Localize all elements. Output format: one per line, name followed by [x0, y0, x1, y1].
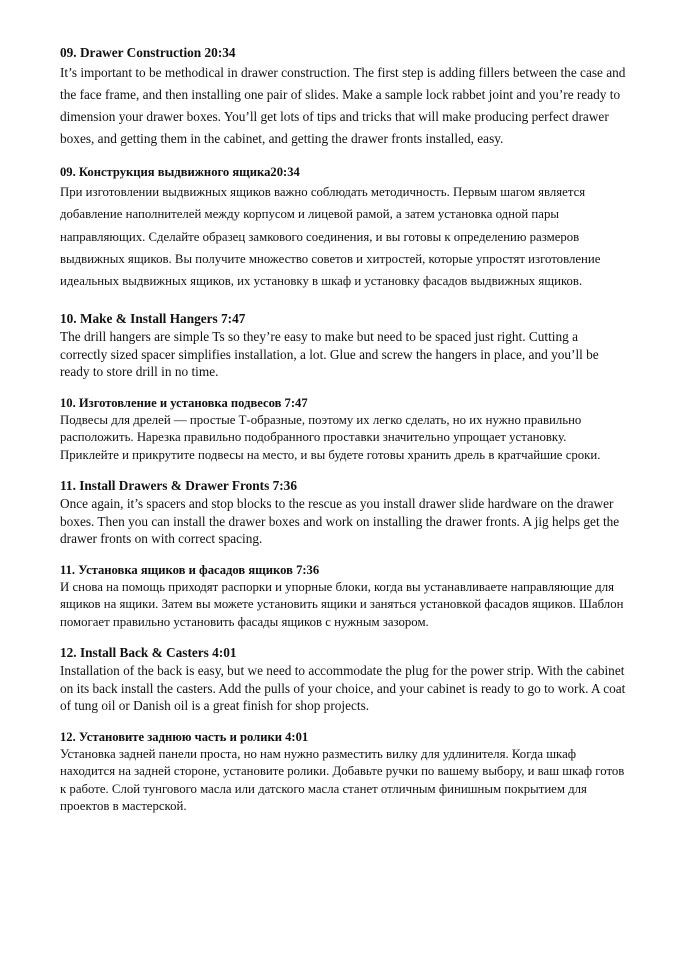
section-body: The drill hangers are simple Ts so they’re easy to make but need to be spaced just right. Cutting a correctly sized spacer simplifies installation, a lot. Glue and screw the hangers in place, and you’ll be ready to store drill in no time. — [60, 329, 599, 380]
section-body: Once again, it’s spacers and stop blocks to the rescue as you install drawer slide hardware on the drawer boxes. Then you can install the drawer boxes and work on installing the drawer fronts. A jig helps get the drawer fronts on with correct spacing. — [60, 496, 620, 547]
document-page — [60, 44, 626, 816]
section-body: It’s important to be methodical in drawer construction. The first step is adding fillers between the case and the face frame, and then installing one pair of slides. Make a sample lock rabbet joint and you’re ready to dimension your drawer boxes. You’ll get lots of tips and tricks that will make producing perfect drawer boxes, and getting them in the cabinet, and getting the drawer fronts installed, easy. — [60, 65, 626, 146]
section-body: Подвесы для дрелей — простые Т-образные, поэтому их легко сделать, но их нужно правильно расположить. Нарезка правильно подобранного проставки значительно упрощает установку. Приклейте и прикрутите подвесы на место, и вы будете готовы хранить дрель в кратчайшие сроки. — [60, 412, 601, 462]
section-body: Installation of the back is easy, but we need to accommodate the plug for the power strip. With the cabinet on its back install the casters. Add the pulls of your choice, and your cabinet is ready to go to work. A coat of tung oil or Danish oil is a great finish for shop projects. — [60, 663, 626, 714]
section-title: 12. Установите заднюю часть и ролики 4:01 — [60, 729, 309, 744]
section-title: 12. Install Back & Casters 4:01 — [60, 645, 237, 661]
section-title: 09. Конструкция выдвижного ящика20:34 — [60, 165, 300, 179]
section-title: 10. Изготовление и установка подвесов 7:47 — [60, 395, 308, 410]
section-gap — [60, 715, 626, 728]
section-body: И снова на помощь приходят распорки и упорные блоки, когда вы устанавливаете направляющие для ящиков на ящики. Затем вы можете установить ящики и заняться установкой фасадов ящиков. Шаблон помогает правильно установить фасады ящиков с нужным зазором. — [60, 579, 624, 629]
section-body: При изготовлении выдвижных ящиков важно соблюдать методичность. Первым шагом является добавление наполнителей между корпусом и лицевой рамой, а затем установка одной пары направляющих. Сделайте образец замкового соединения, и вы готовы к определению размеров выдвижных ящиков. Вы получите множество советов и хитростей, которые упростят изготовление идеальных выдвижных ящиков, их установку в шкаф и установку фасадов выдвижных ящиков. — [60, 185, 601, 289]
section-title: 11. Install Drawers & Drawer Fronts 7:36 — [60, 478, 297, 494]
section-gap — [60, 381, 626, 394]
section-title: 11. Установка ящиков и фасадов ящиков 7:36 — [60, 562, 320, 577]
section-10-en — [60, 310, 626, 381]
section-gap — [60, 631, 626, 644]
section-gap — [60, 548, 626, 561]
section-title: 10. Make & Install Hangers 7:47 — [60, 311, 246, 327]
section-09-ru — [60, 163, 626, 292]
section-11-ru — [60, 561, 626, 632]
section-11-en — [60, 477, 626, 548]
section-12-en — [60, 644, 626, 715]
section-title: 09. Drawer Construction 20:34 — [60, 45, 236, 60]
section-10-ru — [60, 394, 626, 465]
section-09-en — [60, 44, 626, 150]
section-12-ru — [60, 728, 626, 816]
section-gap — [60, 292, 626, 310]
section-body: Установка задней панели проста, но нам нужно разместить вилку для удлинителя. Когда шкаф находится на задней стороне, установите ролики. Добавьте ручки по вашему выбору, и ваш шкаф готов к работе. Слой тунгового масла или датского масла станет отличным финишным покрытием для проектов в мастерской. — [60, 746, 625, 814]
section-gap — [60, 150, 626, 163]
section-gap — [60, 464, 626, 477]
